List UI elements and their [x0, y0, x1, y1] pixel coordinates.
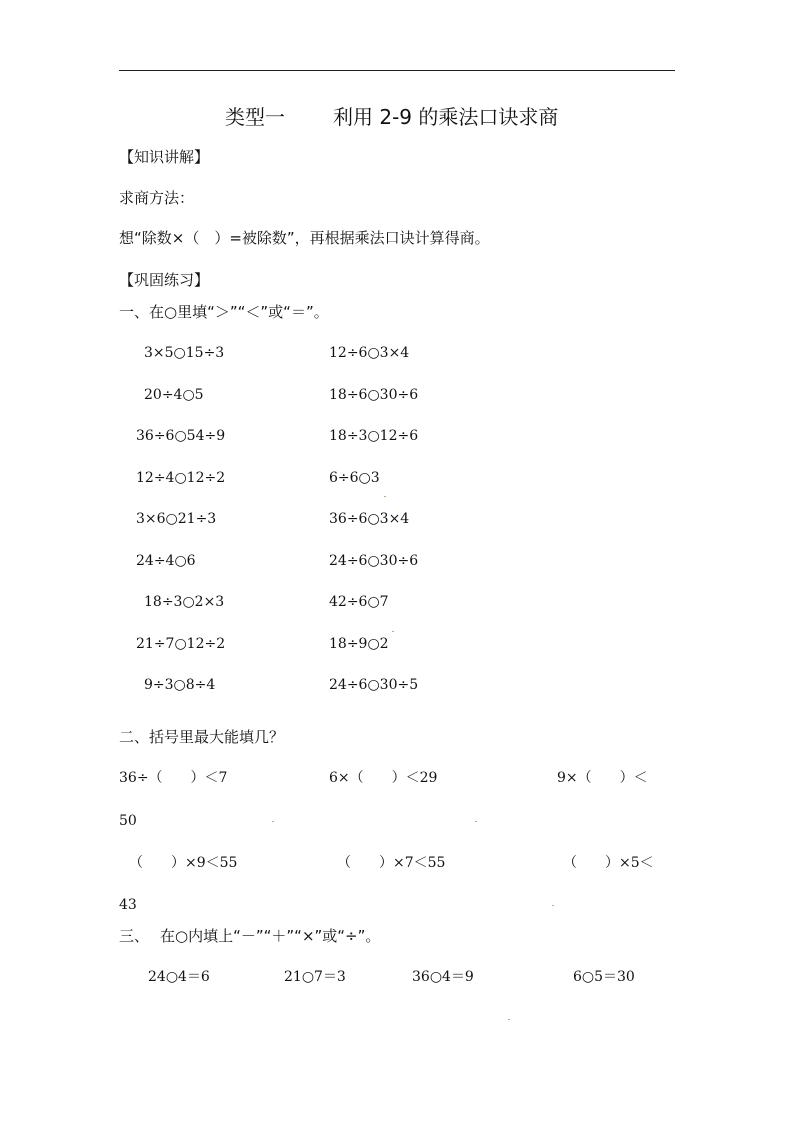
speck — [552, 905, 554, 906]
compare-item: 12÷6○3×4 — [329, 345, 410, 361]
speck — [475, 821, 477, 822]
page-title: 利用 2-9 的乘法口诀求商 — [333, 105, 559, 129]
section3-number: 三、 — [119, 927, 150, 945]
compare-item: 21÷7○12÷2 — [136, 636, 226, 652]
section2-instruction: 二、括号里最大能填几？ — [119, 728, 285, 746]
knowledge-heading: 【知识讲解】 — [119, 148, 210, 166]
fill-item-wrap: 50 — [119, 813, 137, 829]
fill-item: 9×（ ）＜ — [557, 770, 648, 786]
speck — [508, 1019, 510, 1020]
operator-item: 21○7＝3 — [284, 969, 346, 985]
compare-item: 24÷4○6 — [136, 553, 196, 569]
operator-item: 24○4＝6 — [148, 969, 210, 985]
compare-item: 18÷3○12÷6 — [329, 428, 419, 444]
compare-item: 20÷4○5 — [144, 387, 204, 403]
fill-item: （ ）×7＜55 — [337, 855, 446, 871]
fill-item: 6×（ ）＜29 — [329, 770, 438, 786]
speck — [392, 631, 394, 632]
method-label: 求商方法： — [119, 189, 195, 207]
fill-item: （ ）×5＜ — [563, 855, 654, 871]
practice-heading: 【巩固练习】 — [119, 271, 210, 289]
compare-item: 3×5○15÷3 — [144, 345, 225, 361]
compare-item: 6÷6○3 — [329, 470, 380, 486]
title-type-label: 类型一 — [225, 105, 285, 129]
compare-item: 9÷3○8÷4 — [144, 677, 216, 693]
operator-item: 36○4＝9 — [412, 969, 474, 985]
compare-item: 18÷6○30÷6 — [329, 387, 419, 403]
section1-instruction: 一、在○里填“＞”“＜”或“＝”。 — [119, 303, 329, 321]
speck — [272, 821, 274, 822]
compare-item: 36÷6○3×4 — [329, 511, 410, 527]
fill-item: （ ）×9＜55 — [129, 855, 238, 871]
section3-instruction: 在○内填上“－”“＋”“×”或“÷”。 — [160, 927, 381, 945]
compare-item: 3×6○21÷3 — [136, 511, 217, 527]
compare-item: 18÷9○2 — [329, 636, 389, 652]
method-text: 想“除数×（ ）=被除数”，再根据乘法口诀计算得商。 — [119, 229, 490, 247]
fill-item: 36÷（ ）＜7 — [119, 770, 228, 786]
compare-item: 18÷3○2×3 — [144, 594, 225, 610]
speck — [384, 496, 386, 497]
operator-item: 6○5＝30 — [573, 969, 635, 985]
header-rule — [119, 70, 675, 71]
compare-item: 24÷6○30÷5 — [329, 677, 419, 693]
compare-item: 24÷6○30÷6 — [329, 553, 419, 569]
compare-item: 12÷4○12÷2 — [136, 470, 226, 486]
compare-item: 36÷6○54÷9 — [136, 428, 226, 444]
fill-item-wrap: 43 — [119, 897, 137, 913]
compare-item: 42÷6○7 — [329, 594, 389, 610]
